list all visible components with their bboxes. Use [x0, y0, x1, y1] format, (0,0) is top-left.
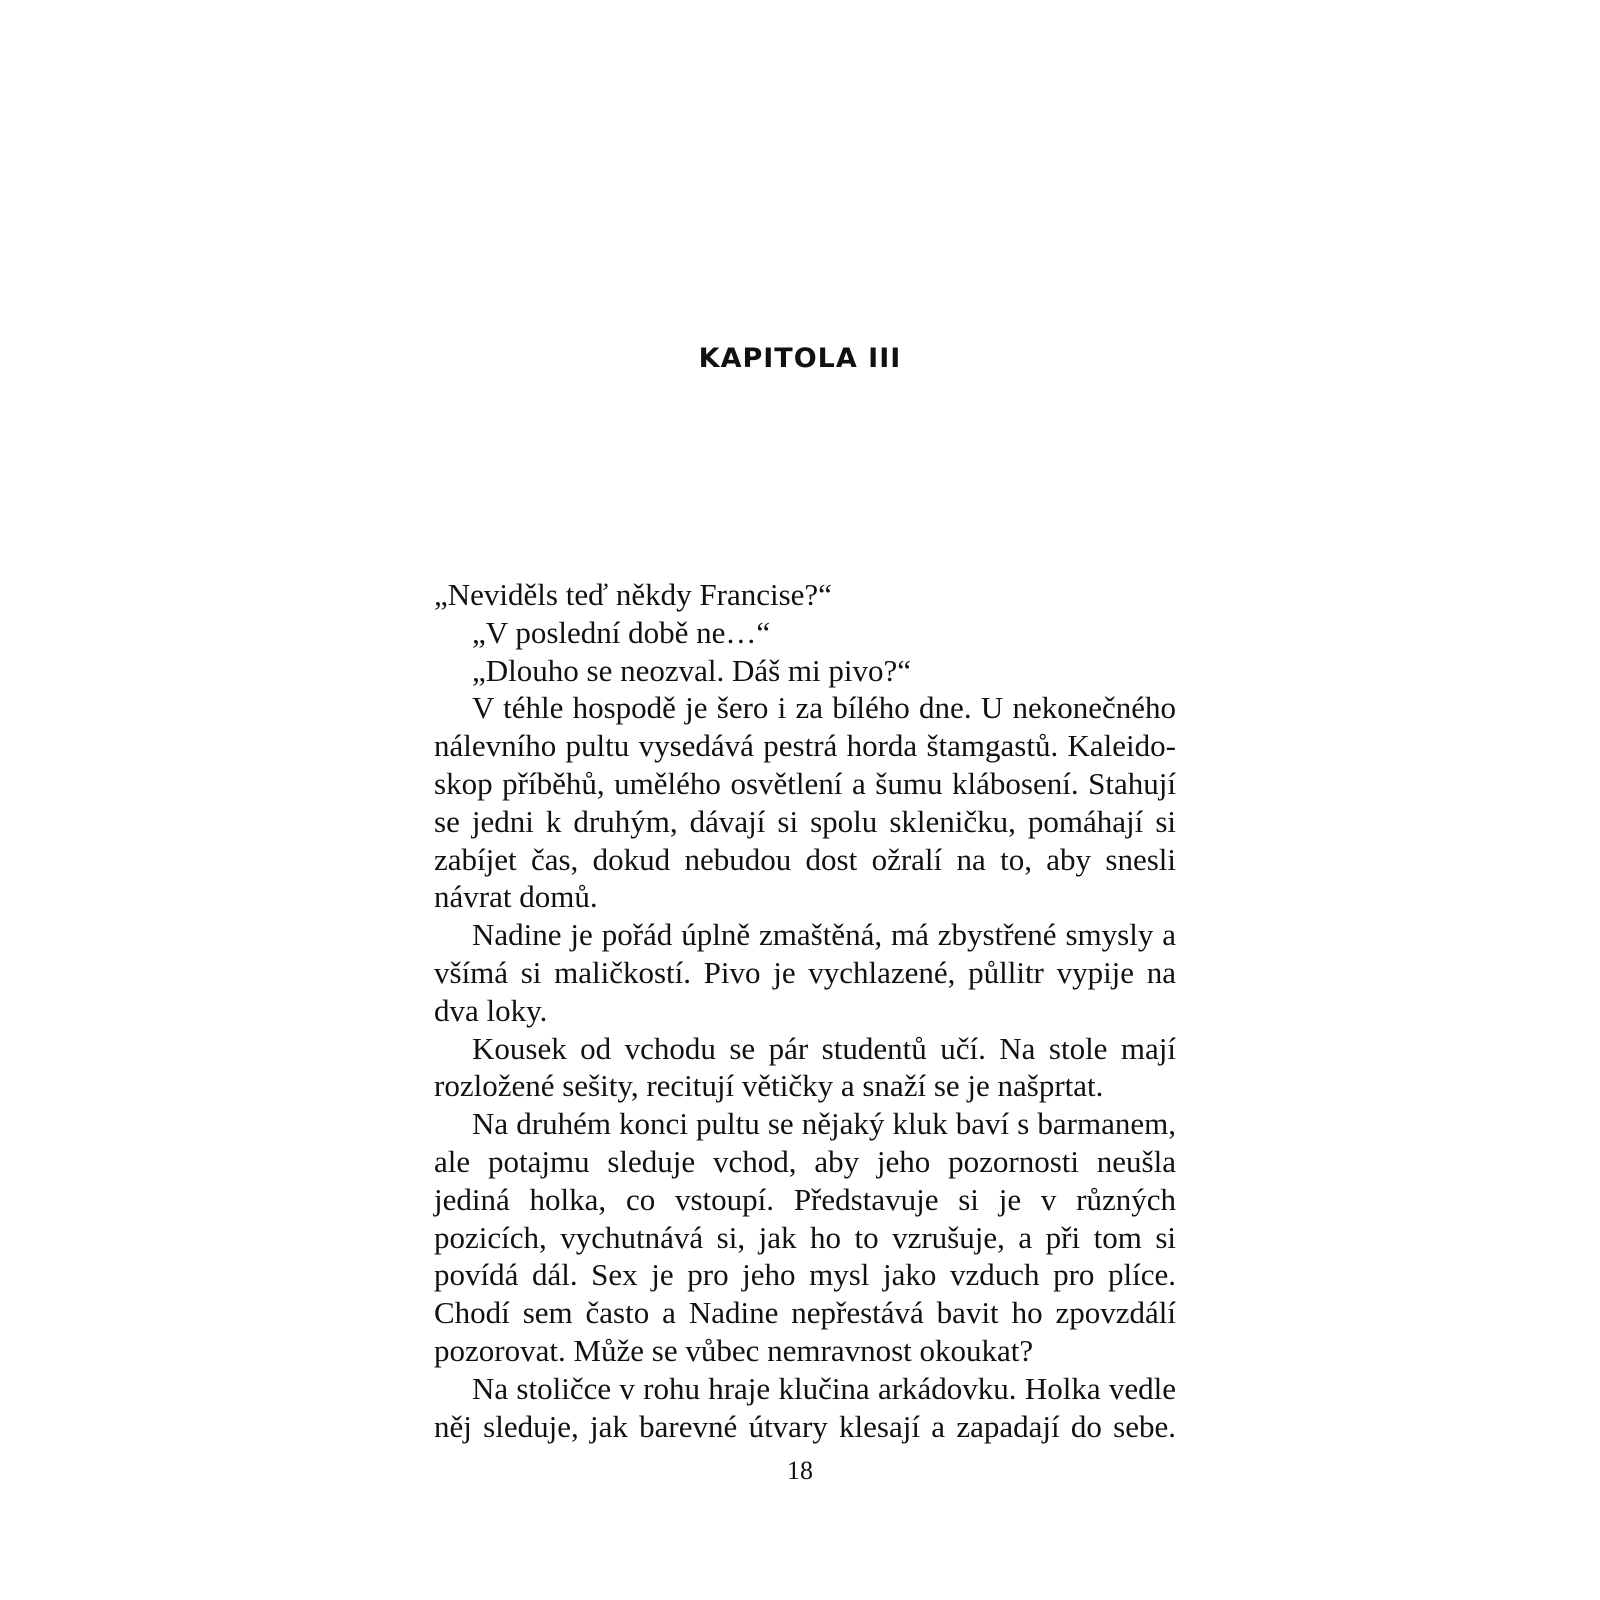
paragraph-arkadovka: Na stoličce v rohu hraje klučina arkádovku. Holka vedle něj sleduje, jak barevné útvary klesají a zapadají do sebe.	[434, 1370, 1176, 1444]
chapter-title: KAPITOLA III	[698, 343, 902, 374]
body-text	[434, 576, 1176, 1445]
page-number: 18	[787, 1456, 813, 1485]
paragraph-dialogue-3: „Dlouho se neozval. Dáš mi pivo?“	[472, 652, 912, 688]
paragraph-kluk: Na druhém konci pultu se nějaký kluk baví s barmanem, ale potajmu sleduje vchod, aby jeho pozornosti neušla jediná holka, co vstoupí. Představuje si je v různých pozicích, vychutnává si, jak ho to vzrušuje, a při tom si povídá dál. Sex je pro jeho mysl jako vzduch pro plíce. Chodí sem často a Nadine nepřestává bavit ho zpovzdálí pozorovat. Může se vůbec nemravnost okoukat?	[434, 1106, 1176, 1368]
paragraph-hospoda: V téhle hospodě je šero i za bílého dne. U nekonečného nálevního pultu vysedává pestrá horda štamgastů. Kaleidoskop příběhů, umělého osvětlení a šumu klábosení. Stahují se jedni k druhým, dávají si spolu skleničku, pomáhají si zabíjet čas, dokud nebudou dost ožralí na to, aby snesli návrat domů.	[434, 690, 1176, 915]
paragraph-dialogue-2: „V poslední době ne…“	[472, 614, 771, 650]
paragraph-dialogue-1: „Neviděls teď někdy Francise?“	[434, 577, 832, 612]
paragraph-nadine: Nadine je pořád úplně zmaštěná, má zbystřené smysly a všímá si maličkostí. Pivo je vychlazené, půllitr vypije na dva loky.	[434, 917, 1176, 1028]
paragraph-studenti: Kousek od vchodu se pár studentů učí. Na stole mají rozložené sešity, recitují větičky a snaží se je našprtat.	[434, 1030, 1176, 1104]
